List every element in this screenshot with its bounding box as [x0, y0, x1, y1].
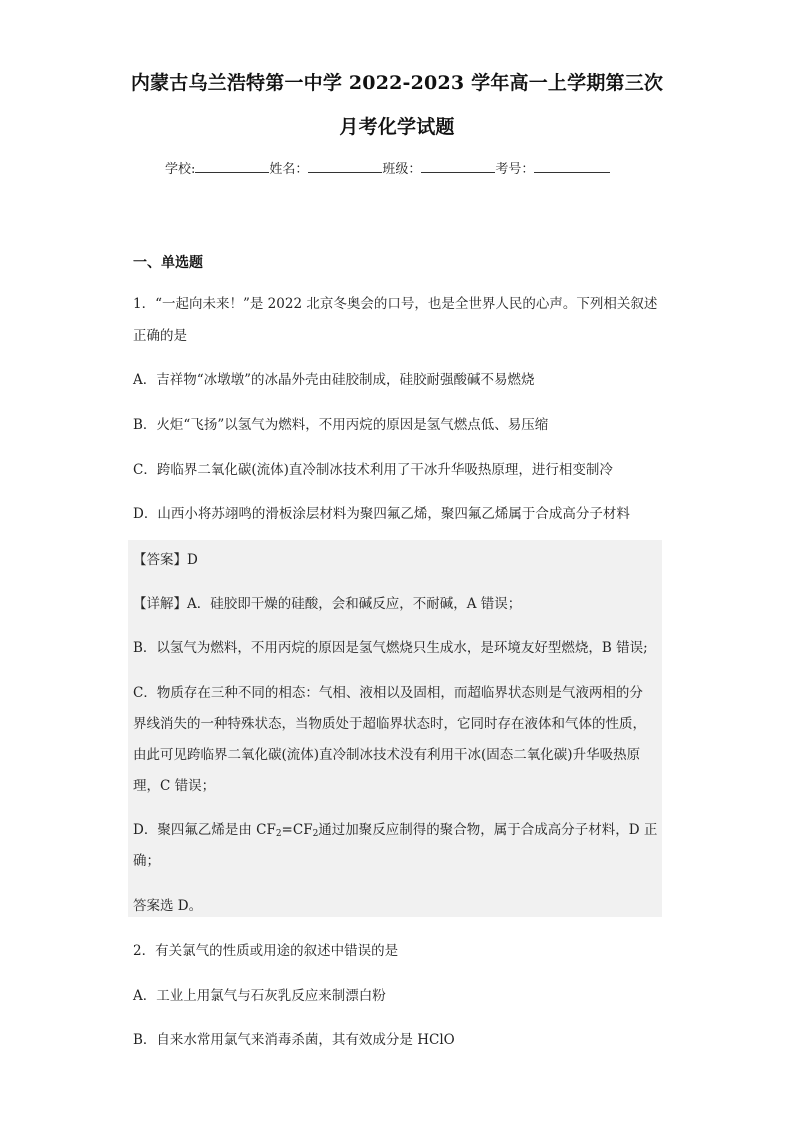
q1-detail-c-line-4: 理，C 错误； [133, 778, 216, 794]
school-blank [195, 160, 269, 173]
q1-detail-c-line-3: 由此可见跨临界二氧化碳(流体)直冷制冰技术没有利用干冰(固态二氧化碳)升华吸热原 [133, 747, 641, 763]
page-title-line-2: 月考化学试题 [339, 116, 455, 138]
page-title-line-1: 内蒙古乌兰浩特第一中学 2022-2023 学年高一上学期第三次 [130, 72, 664, 94]
q2-stem: 2．有关氯气的性质或用途的叙述中错误的是 [133, 943, 399, 959]
q1-conclusion: 答案选 D。 [133, 898, 203, 914]
exam-no-blank [534, 160, 610, 173]
class-label: 班级： [382, 162, 422, 177]
name-label: 姓名： [269, 162, 309, 177]
class-blank [421, 160, 495, 173]
q2-option-b: B．自来水常用氯气来消毒杀菌，其有效成分是 HClO [133, 1032, 455, 1048]
q1-detail-a: 【详解】A．硅胶即干燥的硅酸，会和碱反应，不耐碱，A 错误； [133, 596, 522, 612]
q1-detail-d-subscript-1: 2 [275, 829, 282, 839]
name-blank [308, 160, 382, 173]
q1-option-c: C．跨临界二氧化碳(流体)直冷制冰技术利用了干冰升华吸热原理，进行相变制冷 [133, 462, 613, 478]
q1-option-d: D．山西小将苏翊鸣的滑板涂层材料为聚四氟乙烯，聚四氟乙烯属于合成高分子材料 [133, 506, 630, 522]
q1-detail-d-prefix: D．聚四氟乙烯是由 CF [133, 822, 276, 838]
q1-option-b: B．火炬“飞扬”以氢气为燃料，不用丙烷的原因是氢气燃点低、易压缩 [133, 417, 549, 433]
q1-stem-line-1: 1．“一起向未来！”是 2022 北京冬奥会的口号，也是全世界人民的心声。下列相关叙述 [133, 296, 658, 312]
q1-detail-d-line-2: 确； [133, 853, 160, 869]
q1-detail-b: B．以氢气为燃料，不用丙烷的原因是氢气燃烧只生成水，是环境友好型燃烧，B 错误; [133, 640, 648, 656]
q2-option-a: A．工业上用氯气与石灰乳反应来制漂白粉 [133, 988, 386, 1004]
exam-no-label: 考号： [495, 162, 535, 177]
q1-detail-d-line-1 [133, 818, 657, 839]
q1-detail-d-subscript-2: 2 [312, 829, 319, 839]
q1-answer: 【答案】D [133, 552, 198, 568]
q1-detail-c-line-1: C．物质存在三种不同的相态：气相、液相以及固相，而超临界状态则是气液两相的分 [133, 685, 643, 701]
q1-stem-line-2: 正确的是 [133, 328, 187, 344]
section-heading: 一、单选题 [133, 255, 203, 271]
school-label: 学校: [165, 162, 196, 177]
q1-detail-d-mid: =CF [281, 822, 313, 838]
q1-detail-d-suffix: 通过加聚反应制得的聚合物，属于合成高分子材料，D 正 [318, 822, 658, 838]
q1-detail-c-line-2: 界线消失的一种特殊状态，当物质处于超临界状态时，它同时存在液体和气体的性质， [133, 716, 646, 732]
student-info-line [165, 158, 610, 177]
q1-option-a: A．吉祥物“冰墩墩”的冰晶外壳由硅胶制成，硅胶耐强酸碱不易燃烧 [133, 372, 535, 388]
